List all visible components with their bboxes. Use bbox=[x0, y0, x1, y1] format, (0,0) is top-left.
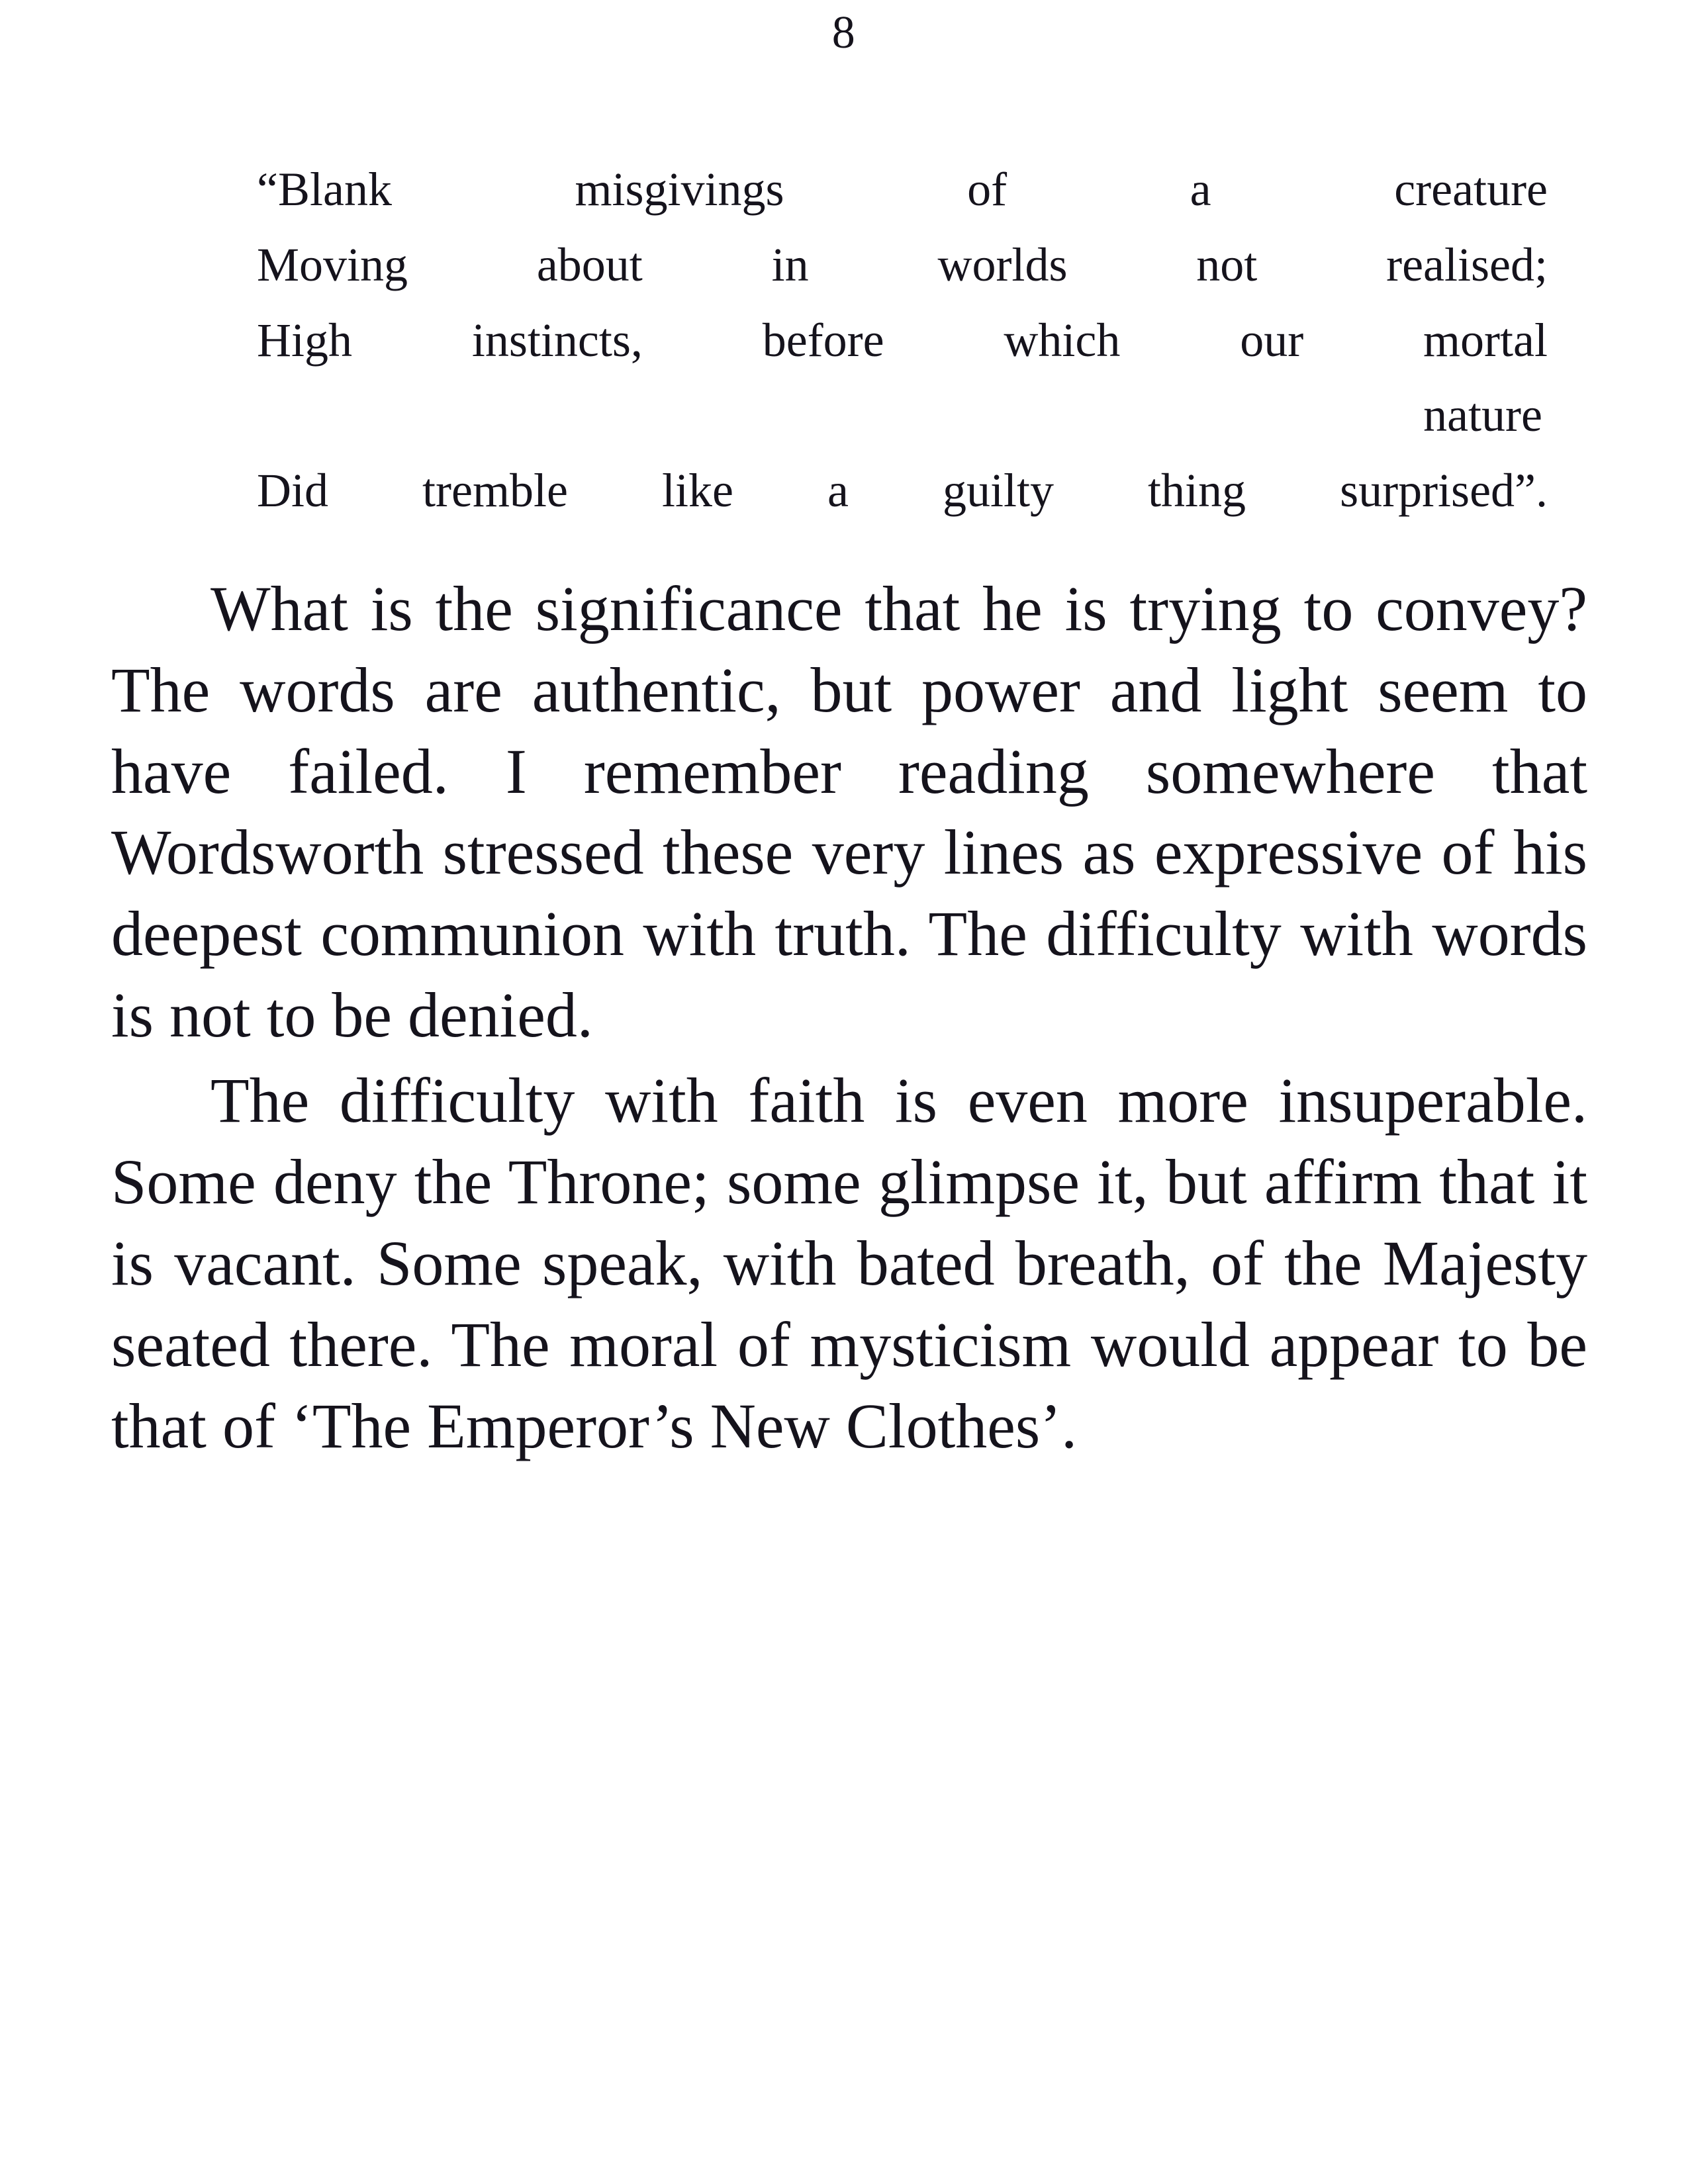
paragraph-faith: The difficulty with faith is even more insuperable. Some deny the Throne; some glimpse it, but affirm that it is vacant. Some speak, with bated breath, of the Majesty seated there. The moral of mysticism would appear to be that of ‘The Emperor’s New Clothes’. bbox=[111, 1065, 1587, 1461]
page-number: 8 bbox=[831, 7, 857, 58]
verse-line: “Blank misgivings of a creature bbox=[257, 163, 1548, 216]
paragraph-significance: What is the significance that he is trying to convey? The words are authentic, but power and light seem to have failed. I remember reading somewhere that Wordsworth stressed these very lines as expressive of his deepest communion with truth. The difficulty with words is not to be denied. bbox=[111, 572, 1587, 1051]
text-column bbox=[111, 152, 1587, 1471]
verse-line: Moving about in worlds not realised; bbox=[257, 238, 1548, 291]
verse-quotation bbox=[111, 152, 1587, 529]
verse-line-runover: nature bbox=[1423, 388, 1542, 442]
verse-line: Did tremble like a guilty thing surprised”. bbox=[257, 464, 1548, 517]
verse-line: High instincts, before which our mortal bbox=[257, 313, 1548, 367]
